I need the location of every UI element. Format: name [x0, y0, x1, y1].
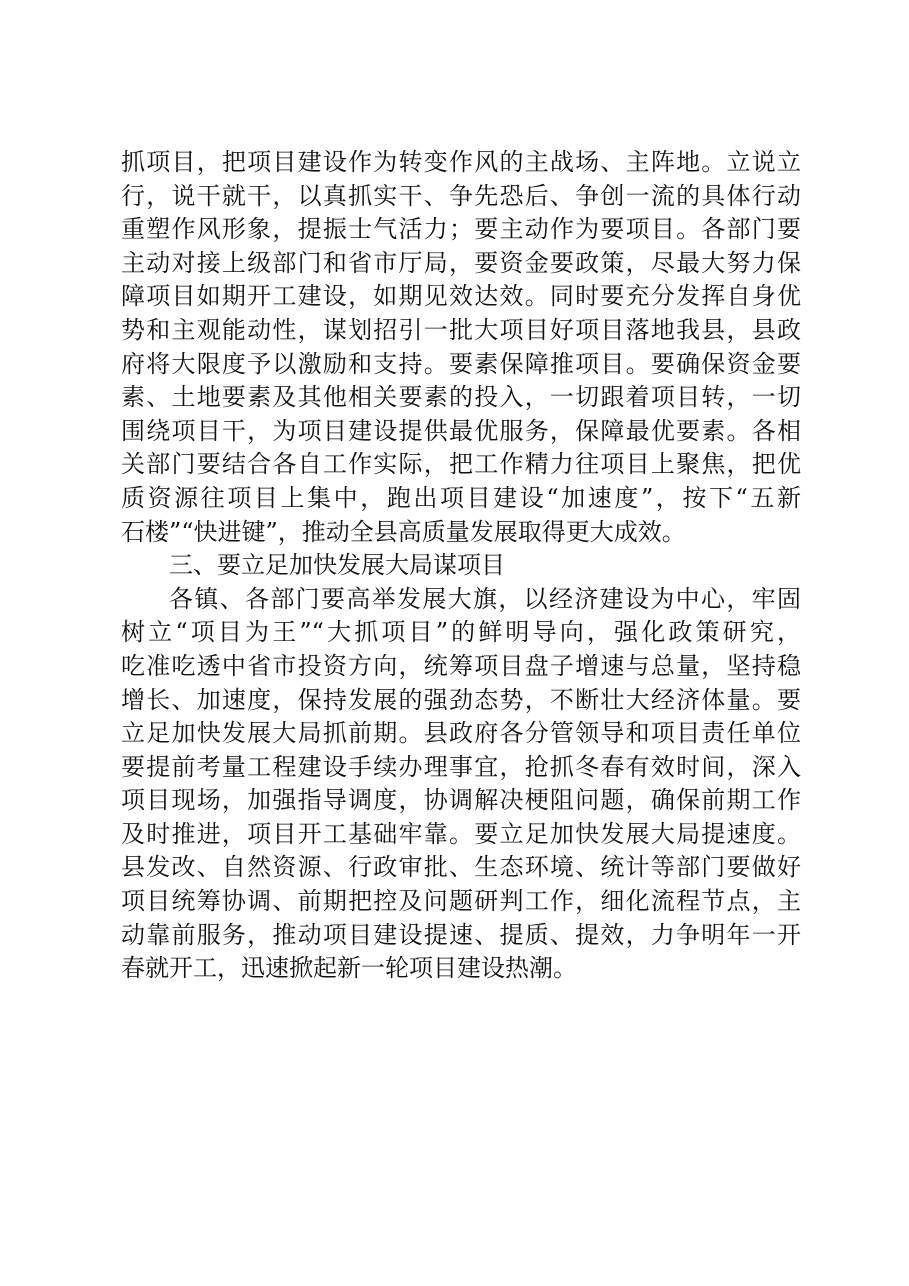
paragraph-line: 障项目如期开工建设，如期见效达效。同时要充分发挥自身优	[121, 282, 801, 311]
paragraph-line: 项目统筹协调、前期把控及问题研判工作，细化流程节点，主	[121, 887, 801, 916]
body-text	[121, 146, 801, 986]
paragraph-line: 增长、加速度，保持发展的强劲态势，不断壮大经济体量。要	[121, 685, 801, 714]
paragraph-line: 府将大限度予以激励和支持。要素保障推项目。要确保资金要	[121, 349, 801, 378]
paragraph-line: 主动对接上级部门和省市厅局，要资金要政策，尽最大努力保	[121, 248, 801, 277]
paragraph-line: 要提前考量工程建设手续办理事宜，抢抓冬春有效时间，深入	[121, 752, 801, 781]
paragraph-line: 吃准吃透中省市投资方向，统筹项目盘子增速与总量，坚持稳	[121, 651, 801, 680]
paragraph-line: 行，说干就干，以真抓实干、争先恐后、争创一流的具体行动	[121, 181, 801, 210]
paragraph-line: 抓项目，把项目建设作为转变作风的主战场、主阵地。立说立	[121, 148, 801, 176]
paragraph-line: 关部门要结合各自工作实际，把工作精力往项目上聚焦，把优	[121, 450, 801, 479]
paragraph-line: 石楼”“快进键”，推动全县高质量发展取得更大成效。	[121, 517, 686, 546]
paragraph-line: 质资源往项目上集中，跑出项目建设“加速度”，按下“五新	[121, 483, 801, 512]
paragraph-line: 立足加快发展大局抓前期。县政府各分管领导和项目责任单位	[121, 719, 801, 748]
paragraph-line: 势和主观能动性，谋划招引一批大项目好项目落地我县，县政	[121, 315, 801, 344]
paragraph-line: 素、土地要素及其他相关要素的投入，一切跟着项目转，一切	[121, 383, 801, 412]
paragraph-line: 县发改、自然资源、行政审批、生态环境、统计等部门要做好	[121, 853, 801, 882]
paragraph-line: 重塑作风形象，提振士气活力；要主动作为要项目。各部门要	[121, 215, 801, 244]
paragraph-line: 树立“项目为王”“大抓项目”的鲜明导向，强化政策研究，	[121, 618, 801, 647]
paragraph-line: 各镇、各部门要高举发展大旗，以经济建设为中心，牢固	[169, 584, 801, 613]
paragraph-line: 春就开工，迅速掀起新一轮项目建设热潮。	[121, 954, 577, 983]
paragraph-line: 动靠前服务，推动项目建设提速、提质、提效，力争明年一开	[121, 920, 801, 949]
paragraph-line: 围绕项目干，为项目建设提供最优服务，保障最优要素。各相	[121, 416, 801, 445]
paragraph-line: 及时推进，项目开工基础牢靠。要立足加快发展大局提速度。	[121, 819, 801, 848]
paragraph-line: 项目现场，加强指导调度，协调解决梗阻问题，确保前期工作	[121, 786, 801, 815]
section-heading: 三、要立足加快发展大局谋项目	[169, 551, 505, 580]
